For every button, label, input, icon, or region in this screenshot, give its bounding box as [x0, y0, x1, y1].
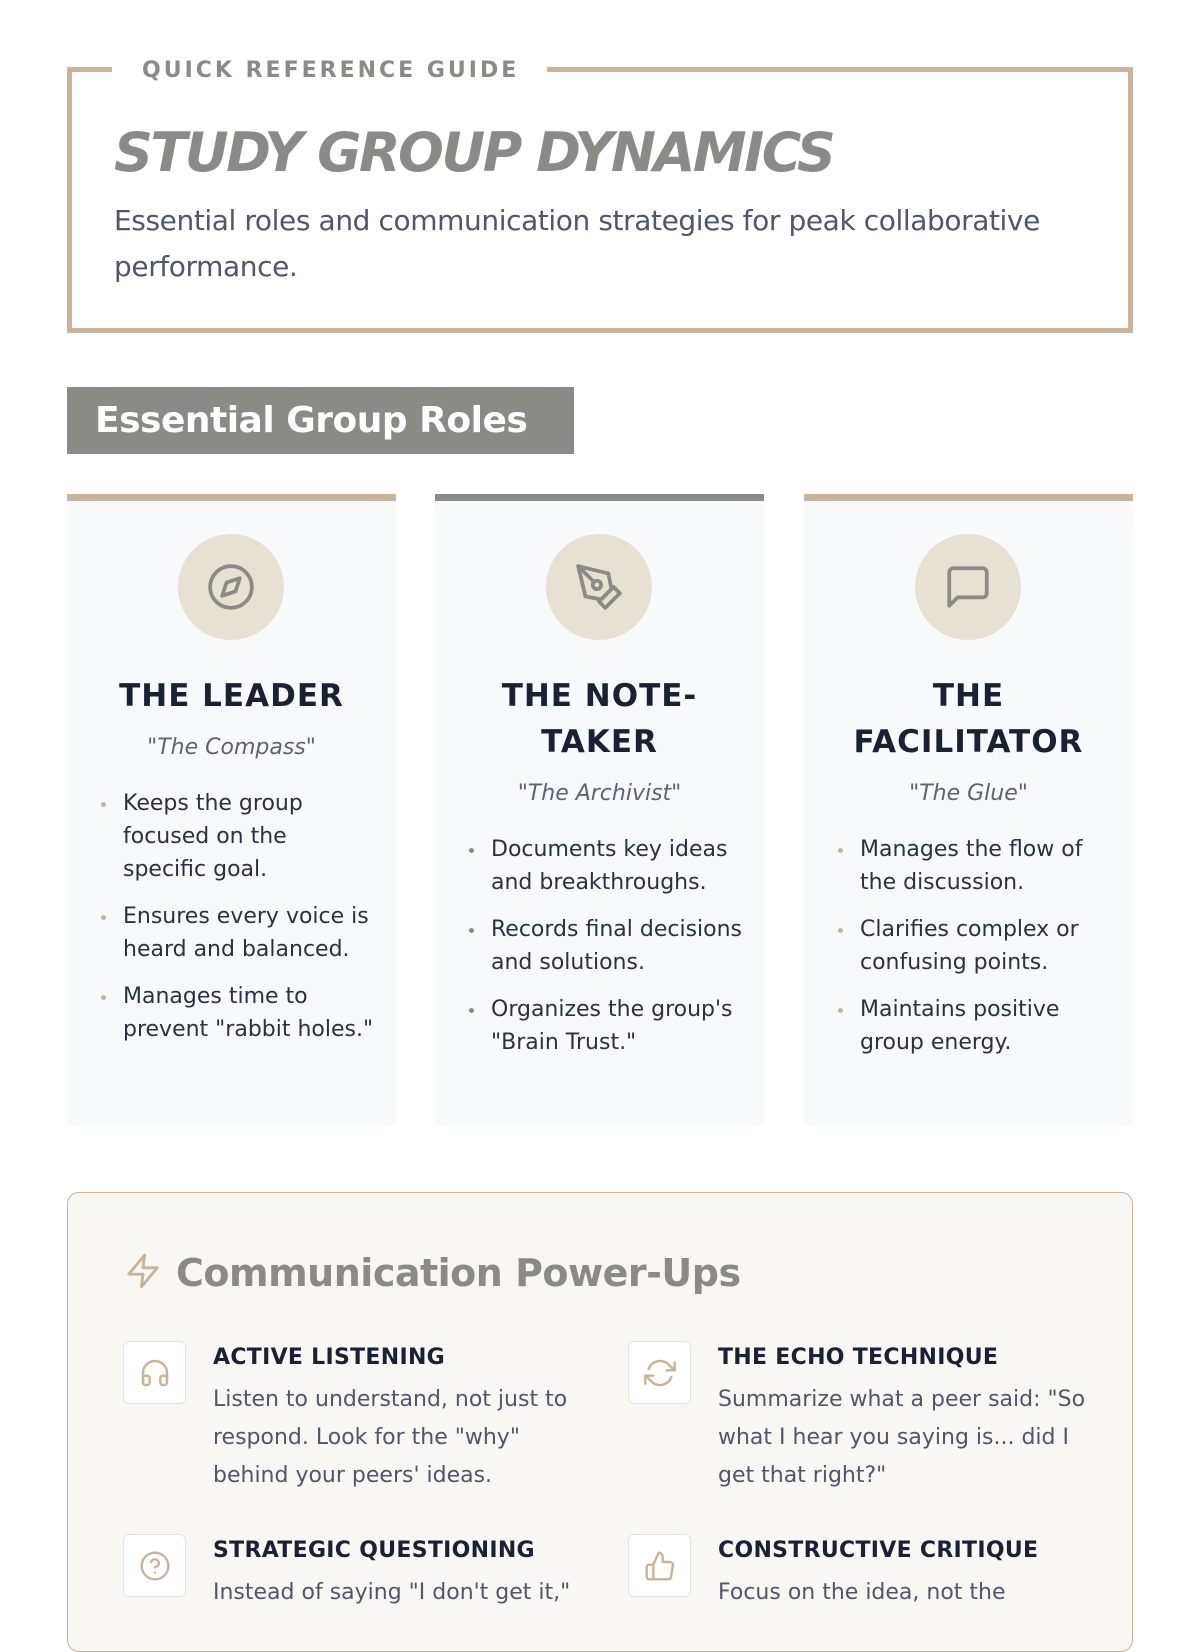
tip-title: STRATEGIC QUESTIONING — [213, 1538, 535, 1563]
list-item: Keeps the group focused on the specific goal. — [101, 787, 374, 886]
role-duties-list — [67, 787, 396, 1046]
role-duties-list — [804, 833, 1133, 1059]
section-heading-communication: Communication Power-Ups — [176, 1251, 741, 1295]
list-item: Clarifies complex or confusing points. — [838, 913, 1111, 979]
page-subtitle: Essential roles and communication strategies for peak collaborative performance. — [114, 204, 1040, 283]
communication-panel — [67, 1192, 1133, 1652]
role-title: THE NOTE-TAKER — [501, 678, 698, 760]
list-item: Organizes the group's "Brain Trust." — [469, 993, 742, 1059]
tip-text: Instead of saying "I don't get it," — [213, 1580, 571, 1605]
list-item: Records final decisions and solutions. — [469, 913, 742, 979]
role-card-note-taker — [435, 494, 764, 1125]
communication-heading-row — [124, 1251, 741, 1295]
role-title: THE LEADER — [119, 678, 344, 714]
tip-title: CONSTRUCTIVE CRITIQUE — [718, 1538, 1039, 1563]
chat-bubble-icon — [915, 534, 1021, 640]
pen-tool-icon — [546, 534, 652, 640]
headphones-icon — [123, 1341, 186, 1404]
thumbs-up-icon — [628, 1534, 691, 1597]
refresh-icon — [628, 1341, 691, 1404]
role-title: THE FACILITATOR — [853, 678, 1084, 760]
tip-title: THE ECHO TECHNIQUE — [718, 1345, 999, 1370]
tip-text: Summarize what a peer said: "So what I hear you saying is... did I get that right?" — [718, 1387, 1086, 1488]
list-item: Documents key ideas and breakthroughs. — [469, 833, 742, 899]
role-card-facilitator — [804, 494, 1133, 1125]
header-frame — [67, 58, 1133, 333]
page-title: STUDY GROUP DYNAMICS — [114, 121, 834, 184]
section-heading-roles: Essential Group Roles — [67, 387, 574, 454]
guide-kicker: QUICK REFERENCE GUIDE — [112, 52, 547, 90]
tip-title: ACTIVE LISTENING — [213, 1345, 446, 1370]
list-item: Manages the flow of the discussion. — [838, 833, 1111, 899]
role-nickname: "The Glue" — [909, 781, 1028, 806]
question-icon — [123, 1534, 186, 1597]
list-item: Maintains positive group energy. — [838, 993, 1111, 1059]
compass-icon — [178, 534, 284, 640]
role-nickname: "The Archivist" — [517, 781, 682, 806]
role-nickname: "The Compass" — [147, 735, 316, 760]
role-duties-list — [435, 833, 764, 1059]
list-item: Ensures every voice is heard and balanced. — [101, 900, 374, 966]
tip-text: Listen to understand, not just to respond. Look for the "why" behind your peers' ideas. — [213, 1387, 568, 1488]
tip-text: Focus on the idea, not the — [718, 1580, 1006, 1605]
role-card-leader — [67, 494, 396, 1125]
list-item: Manages time to prevent "rabbit holes." — [101, 980, 374, 1046]
lightning-icon — [124, 1252, 162, 1294]
